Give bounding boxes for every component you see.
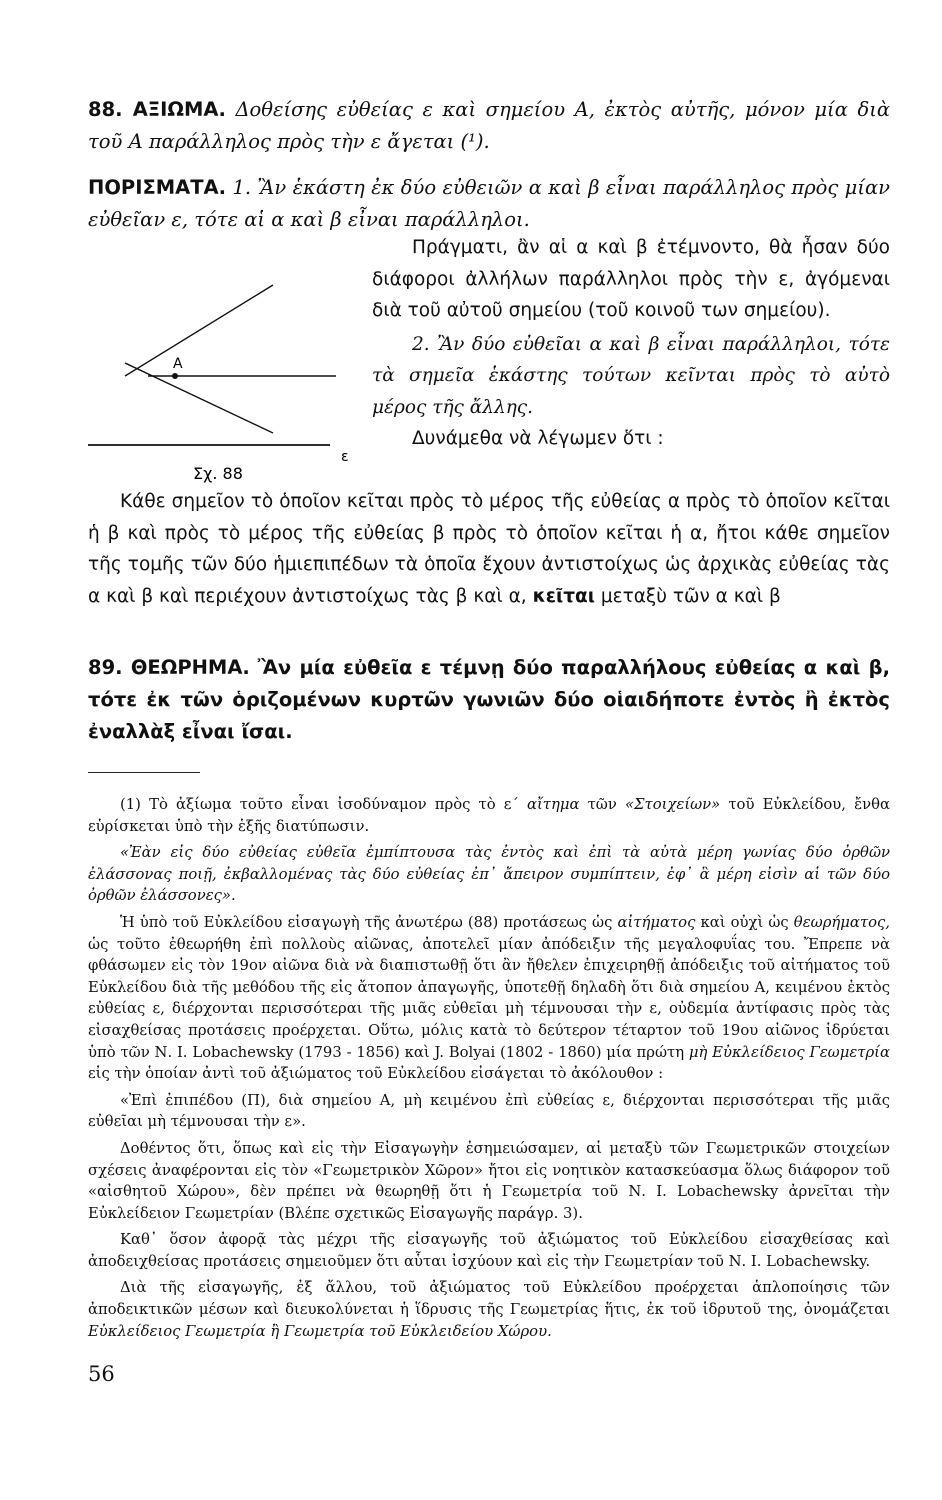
corollary-2-bold: κεῖται xyxy=(532,585,595,607)
figure-caption: Σχ. 88 xyxy=(193,464,243,483)
footnote-7-text-a: Διὰ τῆς εἰσαγωγῆς, ἐξ ἄλλου, τοῦ ἀξιώματος τοῦ Εὐκλείδου προέρχεται ἁπλοποίησις τῶν ἀποδεικτικῶν μέσων καὶ διευκολύνεται ἡ ἵδρυσις τῆς Γεωμετρίας ἥτις, ἐκ τοῦ ἱδρυτοῦ της, ὀνομάζεται xyxy=(88,1279,890,1319)
footnote-rule xyxy=(88,772,200,773)
axiom-label: 88. ΑΞΙΩΜΑ. xyxy=(88,98,226,121)
footnote-para-3 xyxy=(88,912,890,1085)
footnote-7-italic-b: Γεωμετρία τοῦ Εὐκλειδείου Χώρου. xyxy=(284,1322,552,1340)
corollary-2-end: μεταξὺ τῶν α καὶ β xyxy=(600,585,781,607)
footnote-1-text-a: (1) Τὸ ἀξίωμα τοῦτο εἶναι ἰσοδύναμον πρὸς τὸ ε΄ xyxy=(120,796,519,813)
footnote-1-italic-b: «Στοιχείων» xyxy=(625,796,721,813)
footnote-1 xyxy=(88,794,890,837)
corollaries-label: ΠΟΡΙΣΜΑΤΑ. xyxy=(88,176,227,199)
corollary-1-text: Ἂν ἑκάστη ἐκ δύο εὐθειῶν α καὶ β εἶναι παράλληλος πρὸς μίαν εὐθεῖαν ε, τότε αἱ α καὶ β εἶναι παράλληλοι. xyxy=(88,176,891,231)
corollary-2-continuation-text: Κάθε σημεῖον τὸ ὁποῖον κεῖται πρὸς τὸ μέρος τῆς εὐθείας α πρὸς τὸ ὁποῖον κεῖται ἡ β καὶ πρὸς τὸ μέρος τῆς εὐθείας β πρὸς τὸ ὁποῖον κεῖται ἡ α, ἤτοι κάθε σημεῖον τῆς τομῆς τῶν δύο ἡμιεπιπέδων τὰ ὁποῖα ἔχουν ἀντιστοίχως ὡς ἀρχικὰς εὐθείας τὰς α καὶ β καὶ περιέχουν ἀντιστοίχως τὰς β καὶ α, xyxy=(88,491,890,607)
corollary-1-proof: Πράγματι, ἂν αἱ α καὶ β ἐτέμνοντο, θὰ ἦσαν δύο διάφοροι ἀλλήλων παράλληλοι πρὸς τὴν ε, ἀγόμεναι διὰ τοῦ αὐτοῦ σημείου (τοῦ κοινοῦ των σημείου). xyxy=(372,237,890,321)
page-number: 56 xyxy=(88,1362,115,1386)
footnote-7-text-b: ἢ xyxy=(270,1322,280,1340)
figure-88 xyxy=(88,268,349,483)
footnote-3-italic-b: θεωρήματος, xyxy=(793,913,890,931)
axiom-text: Δοθείσης εὐθείας ε καὶ σημείου Α, ἐκτὸς αὐτῆς, μόνον μία διὰ τοῦ Α παράλληλος πρὸς τὴν ε ἄγεται (¹). xyxy=(88,98,891,153)
point-a xyxy=(172,373,178,379)
point-a-label: Α xyxy=(173,356,183,372)
corollary-2-lead: Δυνάμεθα νὰ λέγωμεν ὅτι : xyxy=(412,428,664,449)
footnote-1-italic-a: αἴτημα xyxy=(527,796,580,813)
line-b xyxy=(125,363,273,433)
corollary-1 xyxy=(88,172,890,235)
footnote-3-text-a: Ἡ ὑπὸ τοῦ Εὐκλείδου εἰσαγωγὴ τῆς ἀνωτέρω (88) προτάσεως ὡς xyxy=(120,913,613,931)
footnote-para-6: Καθ᾽ ὅσον ἀφορᾷ τὰς μέχρι τῆς εἰσαγωγῆς τοῦ ἀξιώματος τοῦ Εὐκλείδου εἰσαχθείσας καὶ ἀποδειχθείσας προτάσεις σημειοῦμεν ὅτι αὗται ἰσχύουν καὶ εἰς τὴν Γεωμετρίαν τοῦ Ν. Ι. Lobachewsky. xyxy=(88,1231,890,1270)
theorem-label: 89. ΘΕΩΡΗΜΑ. xyxy=(88,656,250,679)
corollary-1-number: 1. xyxy=(232,176,252,199)
footnote-para-7 xyxy=(88,1277,890,1342)
figure-side-text xyxy=(372,232,890,455)
theorem-89 xyxy=(88,652,890,748)
footnote-3-text-c: ὡς τοῦτο ἐθεωρήθη ἐπὶ πολλοὺς αἰῶνας, ἀποτελεῖ μίαν ἀπόδειξιν τῆς μεγαλοφυΐας του. Ἔπρεπε νὰ φθάσωμεν εἰς τὸν 19ον αἰῶνα διὰ νὰ διαπιστωθῇ ὅτι ἂν ἤθελεν ἐπιχειρηθῇ ἀπόδειξις τοῦ αἰτήματος τοῦ Εὐκλείδου διὰ τῆς μεθόδου τῆς εἰς ἄτοπον ἀπαγωγῆς, ὑποτεθῇ δηλαδὴ ὅτι διὰ σημείου Α, κειμένου ἐκτὸς εὐθείας ε, διέρχονται περισσότεραι τῆς μιᾶς εὐθεῖαι μὴ τέμνουσαι τὴν ε, οὐδεμία ἀντίφασις πρὸς τὰς εἰσαχθείσας προτάσεις προέρχεται. Οὕτω, μόλις κατὰ τὸ δεύτερον τέταρτον τοῦ 19ου αἰῶνος ἱδρύεται ὑπὸ τῶν Ν. Ι. Lobachewsky (1793 - 1856) καὶ J. Bolyai (1802 - 1860) μία πρώτη xyxy=(88,935,890,1061)
footnote-3-italic-c: μὴ Εὐκλείδειος Γεωμετρία xyxy=(688,1043,890,1061)
footnote-lobachewsky-quote: «Ἐπὶ ἐπιπέδου (Π), διὰ σημείου Α, μὴ κειμένου ἐπὶ εὐθείας ε, διέρχονται περισσότεραι τῆς μιᾶς εὐθεῖαι μὴ τέμνουσαι τὴν ε». xyxy=(88,1091,890,1131)
footnote-3-text-b: καὶ οὐχὶ ὡς xyxy=(700,913,789,931)
footnote-3-text-d: εἰς τὴν ὁποίαν ἀντὶ τοῦ ἀξιώματος τοῦ Εὐκλείδου εἰσάγεται τὸ ἀκόλουθον : xyxy=(88,1065,664,1083)
footnote-para-5: Δοθέντος ὅτι, ὅπως καὶ εἰς τὴν Εἰσαγωγὴν ἐσημειώσαμεν, αἱ μεταξὺ τῶν Γεωμετρικῶν στοιχείων σχέσεις ἀναφέρονται εἰς τὸν «Γεωμετρικὸν Χῶρον» ἤτοι εἰς νοητικὸν κατασκεύασμα ὅλως διάφορον τοῦ «αἰσθητοῦ Χώρου», δὲν πρέπει νὰ θεωρηθῇ ὅτι ἡ Γεωμετρία τοῦ Ν. Ι. Lobachewsky ἀρνεῖται τὴν Εὐκλείδειον Γεωμετρίαν (Βλέπε σχετικῶς Εἰσαγωγῆς παράγρ. 3). xyxy=(88,1139,890,1222)
theorem-text: Ἂν μία εὐθεῖα ε τέμνῃ δύο παραλλήλους εὐθείας α καὶ β, τότε ἐκ τῶν ὁριζομένων κυρτῶν γωνιῶν δύο οἱαιδήποτε ἐντὸς ἢ ἐκτὸς ἐναλλὰξ εἶναι ἴσαι. xyxy=(88,656,891,743)
footnote-euclid-quote: «Ἐὰν εἰς δύο εὐθείας εὐθεῖα ἐμπίπτουσα τὰς ἐντὸς καὶ ἐπὶ τὰ αὐτὰ μέρη γωνίας δύο ὀρθῶν ἐλάσσονας ποιῇ, ἐκβαλλομένας τὰς δύο εὐθείας ἐπ᾽ ἄπειρον συμπίπτειν, ἐφ᾽ ἃ μέρη εἰσὶν αἱ τῶν δύο ὀρθῶν ἐλάσσονες». xyxy=(88,844,890,905)
footnotes xyxy=(88,794,890,1347)
footnote-7-italic-a: Εὐκλείδειος Γεωμετρία xyxy=(88,1322,266,1340)
footnote-1-text-b: τῶν xyxy=(587,796,617,813)
axiom-88 xyxy=(88,94,890,157)
corollary-2-continuation xyxy=(88,486,890,612)
line-a xyxy=(125,285,273,376)
line-epsilon-label: ε xyxy=(341,449,349,465)
corollary-2-number: 2. xyxy=(412,333,430,355)
footnote-1-text-c: τοῦ Εὐκλείδου, ἔνθα εὑρίσκεται ὑπὸ τὴν ἑξῆς διατύπωσιν. xyxy=(88,796,890,835)
corollary-2-text: Ἂν δύο εὐθεῖαι α καὶ β εἶναι παράλληλοι, τότε τὰ σημεῖα ἑκάστης τούτων κεῖνται πρὸς τὸ αὐτὸ μέρος τῆς ἄλλης. xyxy=(372,333,890,418)
footnote-3-italic-a: αἰτήματος xyxy=(617,913,696,931)
